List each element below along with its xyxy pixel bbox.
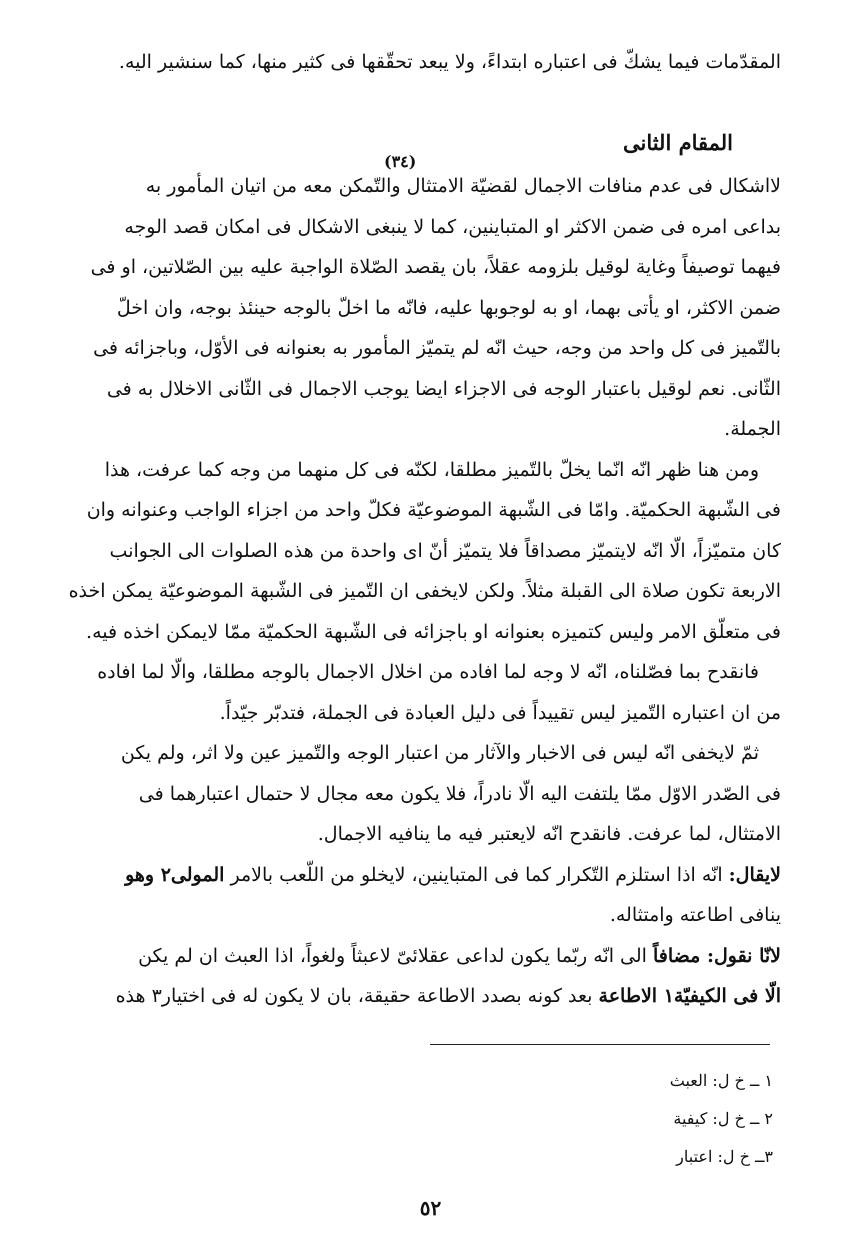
objection-label: لايقال: bbox=[728, 863, 781, 886]
text-line: ضمن الاكثر، او يأتى بهما، او به لوجوبها عليه، فانّه ما اخلّ بالوجه حينئذ بوجه، وان اخلّ bbox=[116, 296, 781, 319]
reply-emphasis: الّا فى الكيفيّة١ الاطاعة bbox=[598, 985, 781, 1007]
text-line: فى الشّبهة الحكميّة. وامّا فى الشّبهة الموضوعيّة فكلّ واحد من اجزاء الواجب وعنوانه وان bbox=[86, 499, 781, 521]
text-line: ومن هنا ظهر انّه انّما يخلّ بالتّميز مطلقا، لكنّه فى كل منهما من وجه كما عرفت، هذا bbox=[104, 458, 759, 481]
footnote-item: ٣ــ خ ل: اعتبار bbox=[676, 1147, 773, 1166]
text-line: فى متعلّق الامر وليس كتميزه بعنوانه او باجزائه فى الشّبهة الحكميّة ممّا لايمكن اخذه فيه. bbox=[86, 620, 781, 643]
text-line: ثمّ لايخفى انّه ليس فى الاخبار والآثار من اعتبار الوجه والتّميز عين ولا اثر، ولم يكن bbox=[120, 742, 759, 764]
text-line: الجملة. bbox=[724, 418, 781, 440]
objection-tail: المولى٢ وهو bbox=[125, 863, 225, 886]
footnote-item: ٢ ــ خ ل: كيفية bbox=[673, 1109, 773, 1128]
text-line: فيهما توصيفاً وغاية لوقيل بلزومه عقلاً، بان يقصد الصّلاة الواجبة عليه بين الصّلاتين، او فى bbox=[90, 256, 781, 278]
reply-text-2: بعد كونه بصدد الاطاعة حقيقة، بان لا يكون له فى اختيار٣ هذه bbox=[115, 985, 599, 1007]
text-line: المقدّمات فيما يشكّ فى اعتباره ابتداءً، ولا يبعد تحقّقها فى كثير منها، كما سنشير اليه. bbox=[118, 51, 781, 73]
body-text bbox=[62, 166, 781, 1017]
text-line: فانقدح بما فصّلناه، انّه لا وجه لما افاده من اخلال الاجمال بالوجه مطلقا، والّا لما افاده bbox=[97, 661, 759, 683]
reply-label: لانّا نقول: bbox=[706, 944, 781, 967]
objection-line bbox=[62, 855, 781, 896]
reply-lead: مضافاً bbox=[653, 944, 707, 967]
section-marker: (٣٤) bbox=[384, 152, 417, 171]
reply-line-2 bbox=[62, 976, 781, 1017]
text-line: بالتّميز فى كل واحد من وجه، حيث انّه لم يتميّز المأمور به بعنوانه فى الأوّل، وباجزائه فى bbox=[93, 337, 781, 359]
text-line: فى الصّدر الاوّل ممّا يلتفت اليه الّا نادراً، فلا يكون معه مجال لا حتمال اعتبارهما فى bbox=[138, 782, 781, 805]
objection-text: انّه اذا استلزم التّكرار كما فى المتباينين، لايخلو من اللّعب بالامر bbox=[224, 863, 729, 886]
page-number: ٥٢ bbox=[419, 1196, 442, 1220]
text-line: بداعى امره فى ضمن الاكثر او المتباينين، كما لا ينبغى الاشكال فى امكان قصد الوجه bbox=[124, 215, 781, 238]
reply-line bbox=[62, 936, 781, 977]
footnote-divider bbox=[430, 1044, 770, 1045]
reply-text: الى انّه ربّما يكون لداعى عقلائىّ لاعبثاً ولغواً، اذا العبث ان لم يكن bbox=[138, 944, 653, 967]
footnote-item: ١ ــ خ ل: العبث bbox=[669, 1071, 773, 1090]
text-line: لااشكال فى عدم منافات الاجمال لقضيّة الامتثال والتّمكن معه من اتيان المأمور به bbox=[145, 175, 781, 197]
text-line: الثّانى. نعم لوقيل باعتبار الوجه فى الاجزاء ايضا يوجب الاجمال فى الثّانى الاخلال به فى bbox=[106, 377, 781, 400]
text-line: الاربعة تكون صلاة الى القبلة مثلاً. ولكن لايخفى ان التّميز فى الشّبهة الموضوعيّة يمكن اخذه bbox=[68, 580, 781, 602]
text-line: كان متميّزاً، الّا انّه لايتميّز مصداقاً فلا يتميّز أنّ اى واحدة من هذه الصلوات الى الجوانب bbox=[109, 539, 781, 562]
footnotes bbox=[670, 1062, 773, 1176]
section-heading: المقام الثانى bbox=[622, 130, 733, 155]
text-line: ينافى اطاعته وامتثاله. bbox=[609, 904, 781, 926]
text-line: من ان اعتباره التّميز ليس تقييداً فى دليل العبادة فى الجملة، فتدبّر جيّداً. bbox=[219, 701, 781, 724]
top-paragraph bbox=[62, 42, 781, 83]
text-line: الامتثال، لما عرفت. فانقدح انّه لايعتبر فيه ما ينافيه الاجمال. bbox=[317, 823, 781, 845]
